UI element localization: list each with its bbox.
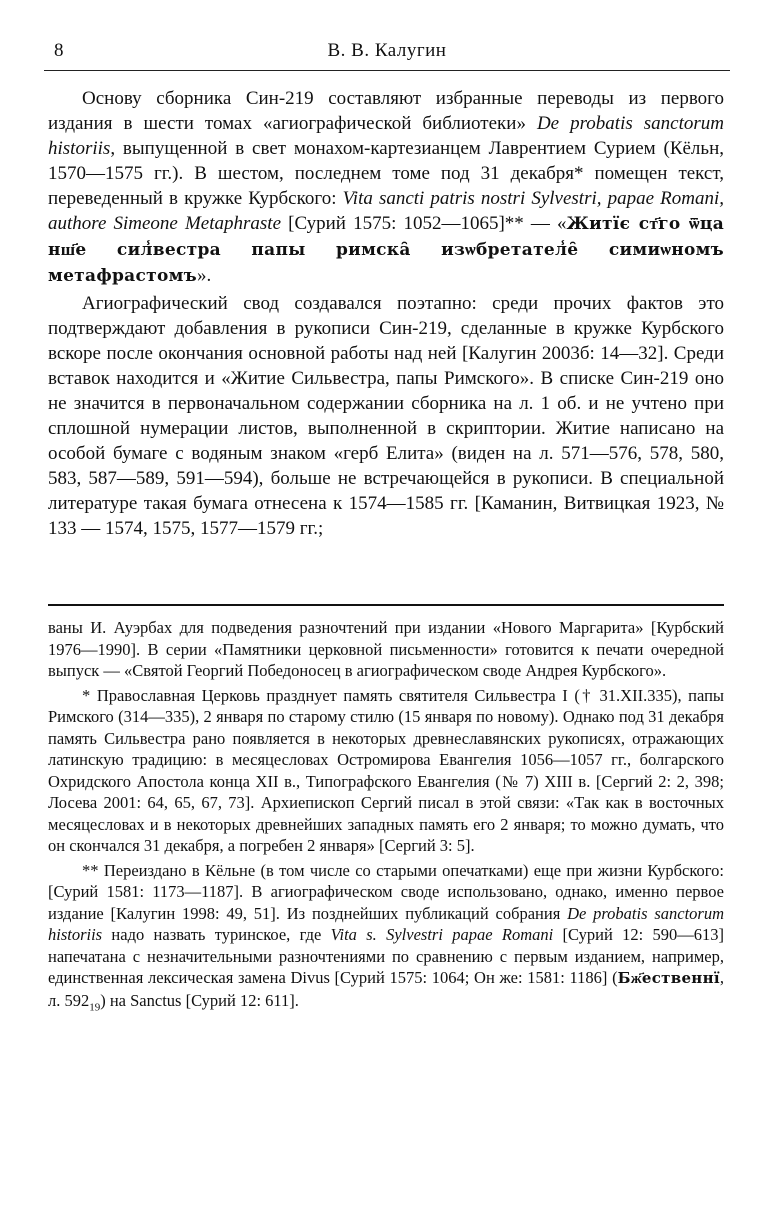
paragraph-1	[48, 86, 724, 289]
footnote-divider	[48, 604, 724, 606]
paragraph-2: Агиографический свод создавался поэтапно: среди прочих фактов это подтверждают добавления в рукописи Син-219, сделанные в кружке Курбского вскоре после окончания основной работы над ней [Калугин 2003б: 14—32]. Среди вставок находится и «Житие Сильвестра, папы Римского». В списке Син-219 оно не значится в первоначальном содержании сборника на л. 1 об. и не учтено при сплошной нумерации листов, выполненной в скриптории. Житие написано на особой бумаге с водяным знаком «герб Елита» (виден на л. 571—576, 578, 580, 583, 587—589, 591—594), больше не встречающейся в рукописи. В специальной литературе такая бумага отнесена к 1574—1585 гг. [Каманин, Витвицкая 1923, № 133 — 1574, 1575, 1577—1579 гг.;	[48, 293, 724, 539]
page-number: 8	[54, 40, 64, 61]
running-title: В. В. Калугин	[327, 40, 447, 61]
footnote-2-text-3: [Сурий 12: 590—613] напечатана с незначительными разночтениями по сравнению с первым изданием, например, единственная лексическая замена Divus [Сурий 1575: 1064; Он же: 1581: 1186] (	[48, 925, 724, 987]
p1-latin-vita: Vita sancti patris nostri Sylvestri, papae Romani, authore Simeone Metaphraste	[48, 188, 724, 234]
church-slavonic-title: Житїє ст҃го ѿца нш҃е сил̾вестра папы римска̑ изѡбретател̾е̑ симиѡномъ метафрастомъ	[48, 214, 725, 286]
page-header	[44, 36, 730, 72]
p1-text-3: помещен текст, переведенный в кружке Курбского:	[48, 163, 724, 209]
footnote-2-church-slavonic: Бж҃ественнı̈	[617, 969, 720, 987]
footnotes	[48, 617, 724, 1018]
p1-text-6: ».	[197, 265, 212, 286]
footnote-2-line-number: 19	[89, 1000, 101, 1013]
p1-text-4: [Сурий 1575: 1052—1065]	[281, 213, 505, 234]
main-text	[48, 86, 724, 541]
footnote-2-text-1: Переиздано в Кёльне (в том числе со старыми опечатками) еще при жизни Курбского: [Сурий 1581: 1173—1187]. В агиографическом своде использовано, однако, именно первое издание [Калугин 1998: 49, 51]. Из позднейших публикаций собрания	[48, 860, 724, 923]
footnote-2-latin-1: De probatis sanctorum historiis	[48, 903, 724, 944]
p1-latin-title: De probatis sanctorum historiis	[48, 113, 724, 159]
footnote-1-mark: *	[82, 685, 91, 705]
p1-text-1: Основу сборника Син-219 составляют избранные переводы из первого издания в шести томах «агиографической библиотеки»	[48, 88, 724, 134]
footnote-2-mark: **	[82, 860, 99, 880]
header-divider	[44, 70, 730, 71]
footnote-mark-1: *	[574, 163, 584, 184]
footnote-1-text: Православная Церковь празднует память святителя Сильвестра I († 31.XII.335), папы Римского (314—335), 2 января по старому стилю (15 января по новому). Однако под 31 декабря память Сильвестра рано появляется в некоторых древнеславянских рукописях, отражающих латинскую традицию: в месяцесловах Остромирова Евангелия 1056—1057 гг., болгарского Охридского Апостола конца XII в., Типографского Евангелия (№ 7) XIII в. [Сергий 2: 2, 398; Лосева 2001: 64, 65, 67, 73]. Архиепископ Сергий писал в этой связи: «Так как в восточных месяцесловах и в некоторых древнейших западных память его 2 января; то можно думать, что он скончался 31 декабря, а погребен 2 января» [Сергий 3: 5].	[48, 685, 724, 855]
p1-text-5: — «	[523, 213, 567, 234]
footnote-2-text-5: ) на Sanctus [Сурий 12: 611].	[100, 990, 299, 1010]
footnote-2-text-2: надо назвать туринское, где	[102, 925, 331, 944]
footnote-continuation: ваны И. Ауэрбах для подведения разночтений при издании «Нового Маргарита» [Курбский 1976—1990]. В серии «Памятники церковной письменности» готовится к печати очередной выпуск — «Святой Георгий Победоносец в агиографическом своде Андрея Курбского».	[48, 618, 724, 680]
footnote-2-latin-2: Vita s. Sylvestri papae Romani	[330, 925, 554, 944]
footnote-2	[48, 860, 724, 1019]
footnote-1	[48, 685, 724, 857]
footnote-mark-2: **	[504, 213, 524, 234]
p1-text-2: , выпущенной в свет монахом-картезианцем Лаврентием Сурием (Кёльн, 1570—1575 гг.). В шестом, последнем томе под 31 декабря	[48, 138, 724, 184]
footnote-2-text-4: , л. 592	[48, 968, 724, 1010]
